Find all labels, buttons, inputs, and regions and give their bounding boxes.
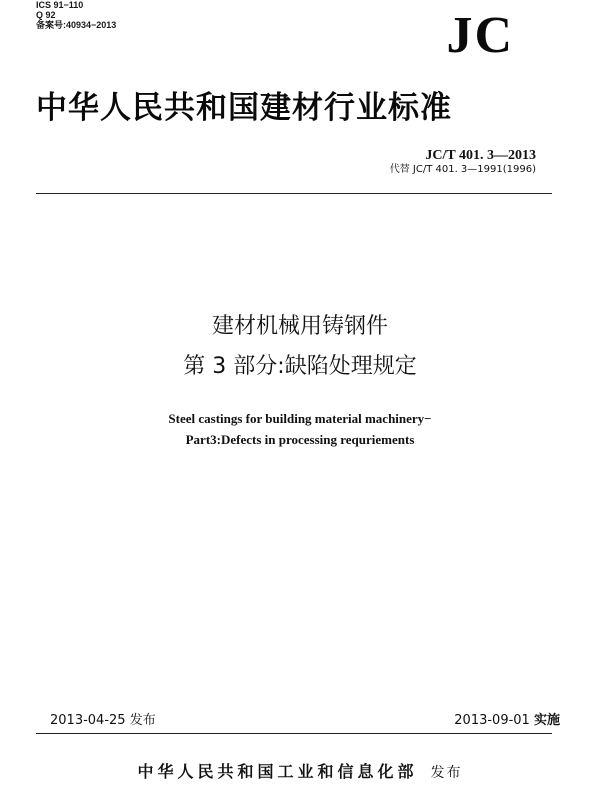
classification-codes — [36, 0, 116, 30]
bottom-divider — [36, 733, 552, 734]
standard-number-block — [390, 148, 536, 176]
implement-date: 2013-09-01 — [454, 713, 530, 728]
title-cn-line1: 建材机械用铸钢件 — [211, 314, 388, 339]
replaces-standard-number: 代替 JC/T 401. 3—1991(1996) — [389, 164, 536, 175]
standard-category-heading: 中华人民共和国建材行业标准 — [36, 90, 452, 126]
top-divider — [36, 193, 552, 194]
implement-word: 实施 — [533, 713, 560, 728]
jc-logo: JC — [446, 7, 514, 64]
publisher-org: 中华人民共和国工业和信息化部 — [137, 762, 418, 781]
filing-number: 备案号:40934−2013 — [36, 20, 117, 30]
publish-date: 2013-04-25 — [50, 713, 126, 728]
implement-date-block — [454, 712, 560, 730]
title-en-line2: Part3:Defects in processing requriements — [185, 432, 415, 447]
title-en-line1: Steel castings for building material machinery− — [168, 411, 432, 426]
ics-code: ICS 91−110 — [36, 0, 84, 10]
title-cn-line2: 第 3 部分:缺陷处理规定 — [183, 354, 417, 379]
publisher-action: 发布 — [430, 765, 463, 781]
standard-number: JC/T 401. 3—2013 — [425, 148, 536, 163]
publisher-line — [0, 762, 600, 783]
q-code: Q 92 — [36, 10, 56, 20]
publish-word: 发布 — [129, 713, 156, 728]
publish-date-block — [50, 712, 156, 730]
